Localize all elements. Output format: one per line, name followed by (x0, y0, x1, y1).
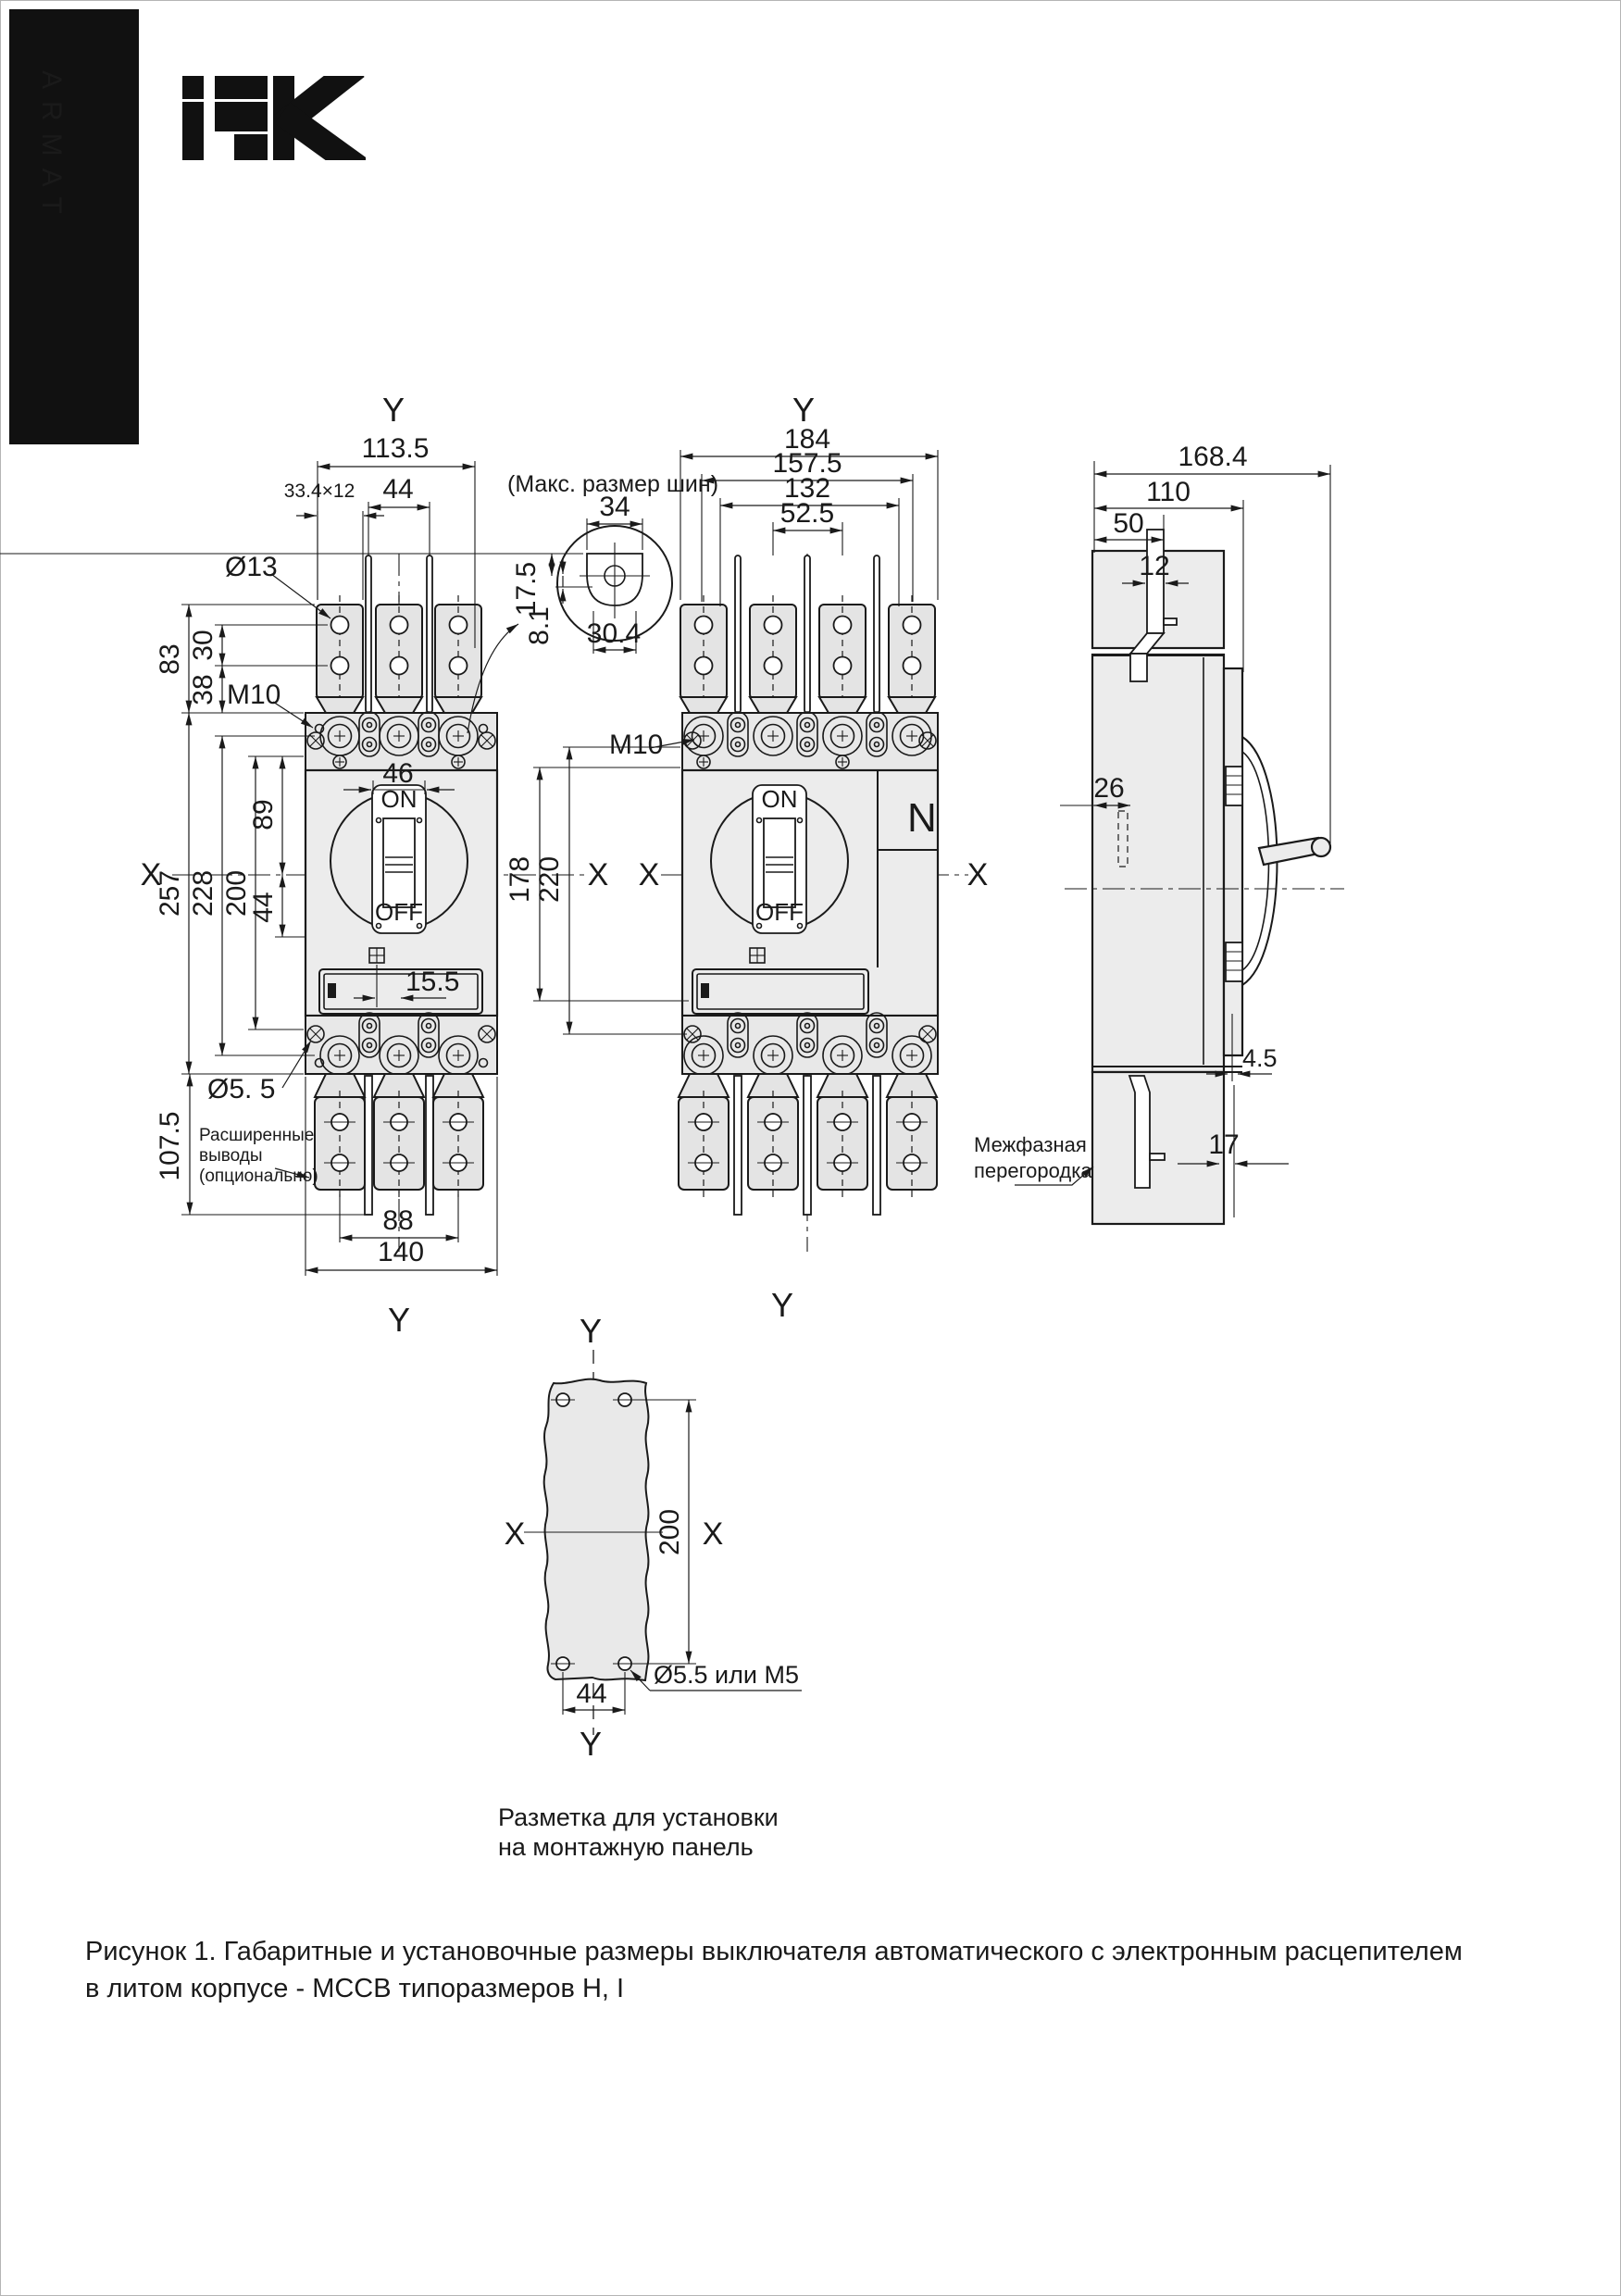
dim-panel-44: 44 (576, 1678, 607, 1709)
dim-bus-17-5: 17.5 (511, 561, 542, 617)
dim-bus-8-1: 8.1 (524, 606, 555, 645)
dim-220: 220 (534, 855, 565, 904)
dim-hole-offset: 38 (188, 674, 218, 705)
dim-15-5: 15.5 (405, 967, 460, 997)
bus-detail-title: (Макс. размер шин) (507, 471, 719, 497)
dim-50: 50 (1113, 508, 1144, 539)
armat-banner (9, 9, 139, 444)
axis-y-top-v1: Y (381, 391, 405, 429)
dim-184: 184 (783, 424, 831, 455)
note-partition-1: Межфазная (974, 1133, 1087, 1156)
switch-off-label-v2: OFF (755, 898, 804, 926)
dim-bus-30-4: 30.4 (586, 618, 642, 649)
axis-y-top-panel: Y (579, 1312, 603, 1350)
dim-lug-height: 83 (155, 643, 185, 675)
dim-157-5: 157.5 (772, 448, 842, 479)
label-thread-m10-v2: M10 (609, 730, 664, 760)
switch-off-label: OFF (375, 898, 423, 926)
axis-y-top-v2: Y (792, 391, 816, 429)
note-ext-3: (опционально) (199, 1167, 318, 1186)
label-panel-hole: Ø5.5 или М5 (654, 1661, 799, 1689)
axis-x-left-v1: X (140, 857, 162, 892)
dim-12: 12 (1139, 551, 1170, 581)
label-top-hole: Ø13 (225, 552, 278, 582)
dim-pole-pitch: 44 (382, 474, 414, 505)
dim-89: 89 (248, 799, 279, 830)
axis-x-right-panel: X (702, 1516, 724, 1552)
dim-height-200: 200 (221, 869, 252, 917)
axis-y-bottom-v1: Y (387, 1301, 411, 1339)
panel-caption-2: на монтажную панель (498, 1833, 754, 1861)
dim-110: 110 (1146, 477, 1191, 507)
label-thread-m10-v1: M10 (227, 680, 281, 710)
dim-height-257: 257 (155, 869, 185, 917)
axis-x-right-v2: X (966, 857, 989, 892)
dim-ext-terminals: 107.5 (155, 1111, 185, 1181)
axis-x-left-panel: X (504, 1516, 526, 1552)
dim-handle-window: 46 (382, 758, 414, 789)
dim-height-228: 228 (188, 869, 218, 917)
dim-52-5: 52.5 (779, 498, 835, 529)
note-ext-2: выводы (199, 1146, 263, 1166)
note-partition-2: перегородка (974, 1159, 1092, 1182)
dim-4-5: 4.5 (1242, 1044, 1278, 1072)
label-neutral-pole: N (907, 795, 937, 841)
switch-on-label-v2: ON (761, 785, 798, 813)
panel-caption-1: Разметка для установки (498, 1803, 779, 1831)
dim-168-4: 168.4 (1178, 442, 1248, 472)
dim-17: 17 (1208, 1129, 1240, 1160)
dim-width-140: 140 (377, 1237, 425, 1267)
figure-caption-line2: в литом корпусе - МССВ типоразмеров H, I (85, 1974, 625, 2003)
switch-on-label: ON (380, 785, 418, 813)
axis-x-right-v1: X (587, 857, 609, 892)
axis-y-bottom-v2: Y (770, 1286, 794, 1324)
dim-26: 26 (1093, 773, 1125, 804)
armat-series-label: ARMAT (36, 70, 67, 226)
figure-caption-line1: Рисунок 1. Габаритные и установочные размеры выключателя автоматического с электронным расцепителем (85, 1937, 1463, 1966)
dim-88: 88 (382, 1205, 414, 1236)
dim-lug-section: 33.4×12 (283, 480, 355, 502)
dim-44-vert: 44 (248, 892, 279, 923)
dim-178: 178 (505, 855, 535, 904)
label-bottom-hole: Ø5. 5 (207, 1074, 276, 1104)
dim-132: 132 (783, 473, 831, 504)
dim-overall-width: 113.5 (361, 433, 430, 464)
axis-x-left-v2: X (638, 857, 660, 892)
dim-hole-spacing: 30 (188, 630, 218, 661)
dim-bus-34: 34 (599, 492, 630, 522)
note-ext-1: Расширенные (199, 1126, 315, 1145)
axis-y-bottom-panel: Y (579, 1725, 603, 1763)
dim-panel-200: 200 (655, 1508, 685, 1556)
